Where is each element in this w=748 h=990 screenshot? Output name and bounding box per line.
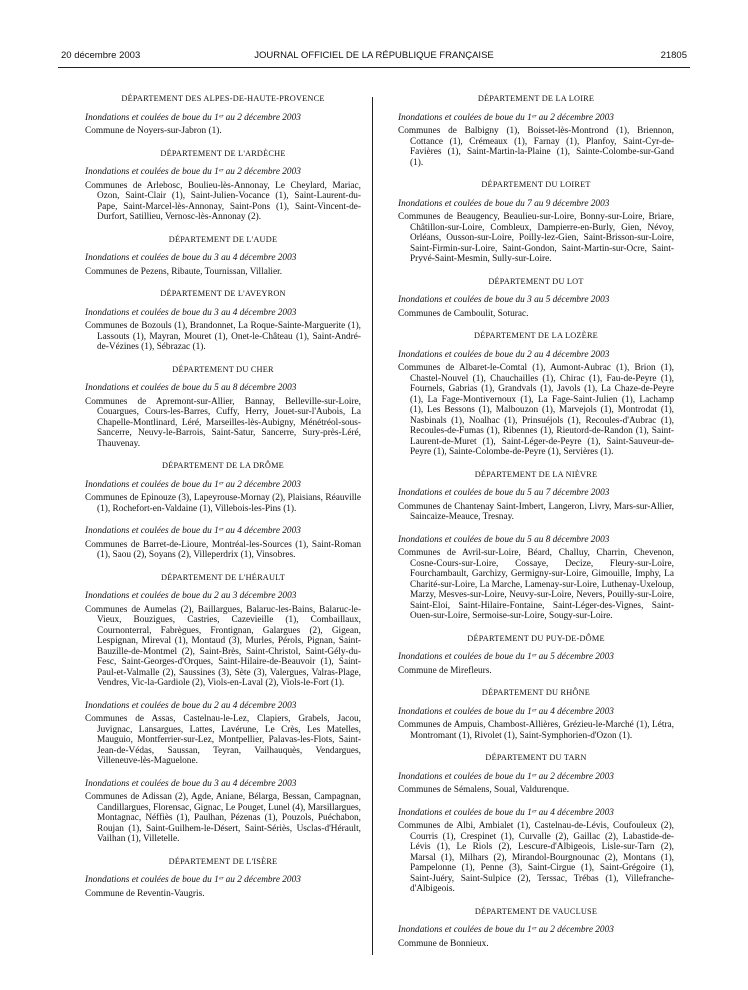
header-page-number: 21805	[660, 50, 687, 61]
department-heading: DÉPARTEMENT DE L'HÉRAULT	[161, 572, 285, 582]
communes-list: Commune de Mirefleurs.	[398, 665, 492, 676]
event-description: Inondations et coulées de boue du 1ᵉʳ au 4 décembre 2003	[398, 807, 614, 818]
event-description: Inondations et coulées de boue du 5 au 8 décembre 2003	[85, 383, 297, 393]
event-description: Inondations et coulées de boue du 7 au 9 décembre 2003	[398, 198, 610, 209]
event-description: Inondations et coulées de boue du 5 au 8 décembre 2003	[398, 534, 610, 545]
department-heading: DÉPARTEMENT DES ALPES-DE-HAUTE-PROVENCE	[121, 94, 325, 103]
communes-list: Communes de Albi, Ambialet (1), Castelnau-de-Lévis, Coufouleux (2), Courris (1), Crespinet (1), Curvalle (2), Gaillac (2), Labastide-de-Lévis (1), Le Riols (2), Lescure-d'Albigeois, Lisle-sur-Tarn (2), Marsal (1), Milhars (2), Mirandol-Bourgnounac (2), Montans (1), Pampelonne (1), Penne (3), Saint-Cirgue (1), Saint-Grégoire (1), Saint-Juéry, Saint-Sulpice (2), Terssac, Trébas (1), Villefranche-d'Albigeois.	[398, 821, 674, 894]
communes-list: Communes de Aumelas (2), Baillargues, Balaruc-les-Bains, Balaruc-le-Vieux, Bouzigues, Castries, Cazevieille (1), Combaillaux, Cournonterral, Fabrègues, Frontignan, Galargues (2), Gigean, Lespignan, Mireval (1), Montaud (3), Murles, Pérols, Pignan, Saint-Bauzille-de-Montmel (2), Saint-Brès, Saint-Christol, Saint-Gély-du-Fesc, Saint-Georges-d'Orques, Saint-Hilaire-de-Beauvoir (1), Saint-Paul-et-Valmalle (2), Saussines (3), Sète (3), Valergues, Valras-Plage, Vendres, Vic-la-Gardiole (2), Viols-en-Laval (2), Viols-le-Fort (1).	[85, 604, 361, 688]
department-section	[398, 470, 674, 622]
event-description: Inondations et coulées de boue du 1ᵉʳ au 2 décembre 2003	[85, 479, 301, 490]
event-description: Inondations et coulées de boue du 1ᵉʳ au 5 décembre 2003	[398, 652, 614, 662]
communes-list: Communes de Avril-sur-Loire, Béard, Challuy, Charrin, Chevenon, Cosne-Cours-sur-Loire, Cossaye, Decize, Fleury-sur-Loire, Fourchambault, Garchizy, Germigny-sur-Loire, Gimouille, Imphy, La Charité-sur-Loire, La Marche, Lamenay-sur-Loire, Luthenay-Uxeloup, Marzy, Mesves-sur-Loire, Neuvy-sur-Loire, Nevers, Pouilly-sur-Loire, Saint-Eloi, Saint-Hilaire-Fontaine, Saint-Léger-des-Vignes, Saint-Ouen-sur-Loire, Sermoise-sur-Loire, Sougy-sur-Loire.	[398, 548, 674, 621]
department-heading: DÉPARTEMENT DU LOIRET	[481, 180, 591, 189]
department-heading: DÉPARTEMENT DE L'AUDE	[168, 234, 278, 244]
communes-list: Communes de Barret-de-Lioure, Montréal-les-Sources (1), Saint-Roman (1), Saou (2), Soyans (2), Villeperdrix (1), Vinsobres.	[85, 539, 361, 560]
event-description: Inondations et coulées de boue du 1ᵉʳ au 2 décembre 2003	[85, 112, 301, 123]
communes-list: Communes de Chantenay Saint-Imbert, Langeron, Livry, Mars-sur-Allier, Saincaize-Meauce, Tresnay.	[398, 501, 674, 522]
department-section	[85, 573, 361, 845]
event-description: Inondations et coulées de boue du 2 au 3 décembre 2003	[85, 591, 297, 601]
department-section	[398, 634, 674, 677]
communes-list: Commune de Reventin-Vaugris.	[85, 888, 205, 899]
left-column	[85, 94, 361, 911]
communes-list: Communes de Arlebosc, Boulieu-lès-Annonay, Le Cheylard, Mariac, Ozon, Saint-Clair (1), Saint-Julien-Vocance (1), Saint-Laurent-du-Pape, Saint-Marcel-lès-Annonay, Saint-Pons (1), Saint-Vincent-de-Durfort, Satillieu, Vernosc-lès-Annonay (2).	[85, 180, 361, 222]
event-description: Inondations et coulées de boue du 3 au 4 décembre 2003	[85, 253, 297, 263]
communes-list: Communes de Sémalens, Soual, Valdurenque.	[398, 785, 570, 795]
department-heading: DÉPARTEMENT DE VAUCLUSE	[474, 906, 598, 916]
event-description: Inondations et coulées de boue du 1ᵉʳ au 2 décembre 2003	[85, 875, 301, 885]
communes-list: Communes de Balbigny (1), Boisset-lès-Montrond (1), Briennon, Cottance (1), Crémeaux (1), Farnay (1), Planfoy, Saint-Cyr-de-Favières (1), Saint-Martin-la-Plaine (1), Sainte-Colombe-sur-Gand (1).	[398, 126, 674, 168]
communes-list: Commune de Bonnieux.	[398, 938, 489, 949]
header-date: 20 décembre 2003	[61, 50, 141, 61]
department-section	[85, 94, 361, 137]
event-description: Inondations et coulées de boue du 1ᵉʳ au 2 décembre 2003	[85, 167, 301, 177]
department-section	[398, 907, 674, 950]
department-heading: DÉPARTEMENT DU RHÔNE	[481, 688, 591, 697]
communes-list: Commune de Noyers-sur-Jabron (1).	[85, 126, 222, 136]
event-description: Inondations et coulées de boue du 1ᵉʳ au 4 décembre 2003	[85, 526, 301, 536]
department-heading: DÉPARTEMENT DU CHER	[172, 364, 274, 374]
event-description: Inondations et coulées de boue du 3 au 4 décembre 2003	[85, 778, 297, 789]
event-description: Inondations et coulées de boue du 2 au 4 décembre 2003	[398, 349, 610, 360]
event-description: Inondations et coulées de boue du 3 au 4 décembre 2003	[85, 307, 297, 318]
department-section	[85, 149, 361, 223]
department-heading: DÉPARTEMENT DU LOT	[488, 276, 584, 286]
right-column	[398, 94, 674, 961]
event-description: Inondations et coulées de boue du 1ᵉʳ au 4 décembre 2003	[398, 706, 614, 717]
department-heading: DÉPARTEMENT DE LA NIÈVRE	[474, 469, 598, 479]
communes-list: Communes de Beaugency, Beaulieu-sur-Loire, Bonny-sur-Loire, Briare, Châtillon-sur-Loire, Combleux, Dampierre-en-Burly, Gien, Névoy, Orléans, Ousson-sur-Loire, Poilly-lez-Gien, Saint-Brisson-sur-Loire, Saint-Firmin-sur-Loire, Saint-Gondon, Saint-Martin-sur-Ocre, Saint-Pryvé-Saint-Mesmin, Sully-sur-Loire.	[398, 212, 674, 264]
department-section	[398, 331, 674, 458]
event-description: Inondations et coulées de boue du 2 au 4 décembre 2003	[85, 700, 297, 711]
department-section	[85, 461, 361, 561]
communes-list: Communes de Ampuis, Chambost-Allières, Grézieu-le-Marché (1), Létra, Montromant (1), Rivolet (1), Saint-Symphorien-d'Ozon (1).	[398, 720, 674, 741]
communes-list: Communes de Adissan (2), Agde, Aniane, Bélarga, Bessan, Campagnan, Candillargues, Florensac, Gignac, Le Pouget, Lunel (4), Marsillargues, Montagnac, Néffiès (1), Paulhan, Pézenas (1), Pouzols, Puéchabon, Roujan (1), Saint-Guilhem-le-Désert, Saint-Sériès, Usclas-d'Hérault, Vailhan (1), Villetelle.	[85, 792, 361, 844]
department-heading: DÉPARTEMENT DE LA DRÔME	[162, 461, 284, 470]
communes-list: Communes de Camboulit, Soturac.	[398, 308, 529, 319]
department-heading: DÉPARTEMENT DU TARN	[485, 753, 587, 762]
event-description: Inondations et coulées de boue du 1ᵉʳ au 2 décembre 2003	[398, 771, 614, 782]
department-section	[398, 180, 674, 265]
department-heading: DÉPARTEMENT DE LA LOZÈRE	[474, 331, 598, 340]
communes-list: Communes de Assas, Castelnau-le-Lez, Clapiers, Grabels, Jacou, Juvignac, Lansargues, Lattes, Lavérune, Le Crès, Les Matelles, Mauguio, Montferrier-sur-Lez, Montpellier, Palavas-les-Flots, Saint-Jean-de-Védas, Saussan, Teyran, Vailhauquès, Vendargues, Villeneuve-lès-Maguelone.	[85, 714, 361, 766]
department-section	[398, 688, 674, 741]
header-title: JOURNAL OFFICIEL DE LA RÉPUBLIQUE FRANÇAISE	[254, 50, 494, 61]
event-description: Inondations et coulées de boue du 5 au 7 décembre 2003	[398, 488, 610, 498]
department-section	[85, 857, 361, 900]
department-heading: DÉPARTEMENT DE L'AVEYRON	[160, 289, 286, 298]
department-section	[398, 277, 674, 320]
department-section	[398, 94, 674, 168]
department-heading: DÉPARTEMENT DU PUY-DE-DÔME	[467, 633, 605, 643]
communes-list: Communes de Pezens, Ribaute, Tournissan, Villalier.	[85, 266, 283, 277]
department-section	[85, 289, 361, 353]
event-description: Inondations et coulées de boue du 1ᵉʳ au 2 décembre 2003	[398, 925, 614, 935]
column-divider	[372, 97, 373, 955]
event-description: Inondations et coulées de boue du 3 au 5 décembre 2003	[398, 295, 610, 305]
department-section	[85, 235, 361, 278]
department-section	[398, 753, 674, 895]
event-description: Inondations et coulées de boue du 1ᵉʳ au 2 décembre 2003	[398, 112, 614, 123]
header-rule	[58, 67, 690, 68]
communes-list: Communes de Bozouls (1), Brandonnet, La Roque-Sainte-Marguerite (1), Lassouts (1), Mayran, Mouret (1), Onet-le-Château (1), Saint-André-de-Vézines (1), Sébrazac (1).	[85, 321, 361, 352]
department-section	[85, 365, 361, 450]
communes-list: Communes de Albaret-le-Comtal (1), Aumont-Aubrac (1), Brion (1), Chastel-Nouvel (1), Chauchailles (1), Chirac (1), Fau-de-Peyre (1), Fournels, Gabrias (1), Grandvals (1), Javols (1), La Chaze-de-Peyre (1), La Fage-Montivernoux (1), La Fage-Saint-Julien (1), Lachamp (1), Les Bessons (1), Malbouzon (1), Marvejols (1), Montrodat (1), Nasbinals (1), Noalhac (1), Prinsuéjols (1), Recoules-d'Aubrac (1), Recoules-de-Fumas (1), Ribennes (1), Rieutord-de-Randon (1), Saint-Laurent-de-Muret (1), Saint-Léger-de-Peyre (1), Saint-Sauveur-de-Peyre (1), Sainte-Colombe-de-Peyre (1), Servières (1).	[398, 363, 674, 457]
department-heading: DÉPARTEMENT DE L'ARDÈCHE	[160, 148, 286, 158]
communes-list: Communes de Epinouze (3), Lapeyrouse-Mornay (2), Plaisians, Réauville (1), Rochefort-en-Valdaine (1), Villebois-les-Pins (1).	[85, 493, 361, 514]
department-heading: DÉPARTEMENT DE LA LOIRE	[477, 94, 595, 103]
page-header	[61, 50, 687, 66]
department-heading: DÉPARTEMENT DE L'ISÈRE	[168, 856, 278, 866]
communes-list: Communes de Apremont-sur-Allier, Bannay, Belleville-sur-Loire, Couargues, Cours-les-Barres, Cuffy, Herry, Jouet-sur-l'Aubois, La Chapelle-Montlinard, Léré, Marseilles-lès-Aubigny, Ménétréol-sous-Sancerre, Neuvy-le-Barrois, Saint-Satur, Sancerre, Sury-près-Léré, Thauvenay.	[85, 396, 361, 449]
